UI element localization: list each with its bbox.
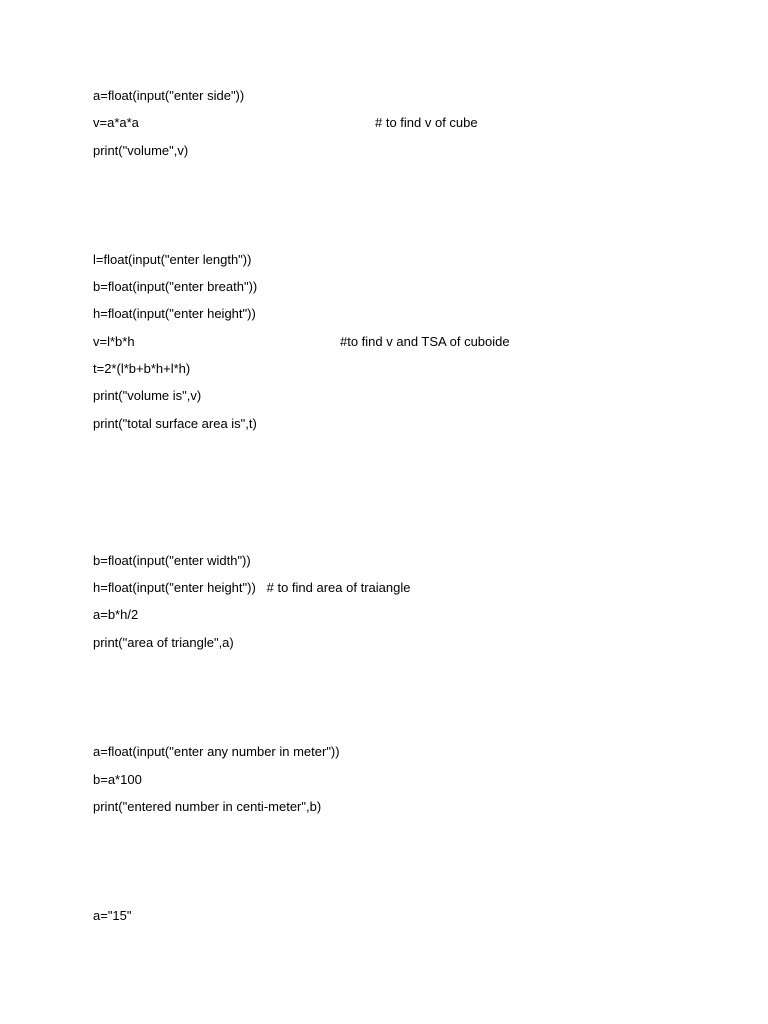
code-line-print-volume: print("volume",v) [93,143,189,158]
code-line-convert-cm: b=a*100 [93,772,142,787]
code-line-print-cm: print("entered number in centi-meter",b) [93,799,322,814]
code-line-input-height-triangle: h=float(input("enter height")) # to find area of traiangle [93,580,411,595]
code-line-input-breath: b=float(input("enter breath")) [93,279,258,294]
code-line-print-volume-is: print("volume is",v) [93,388,202,403]
code-line-input-width: b=float(input("enter width")) [93,553,251,568]
code-line-input-meter: a=float(input("enter any number in meter")) [93,744,340,759]
code-line-volume-cube: v=a*a*a [93,115,139,130]
code-line-input-height: h=float(input("enter height")) [93,306,256,321]
code-comment-cube: # to find v of cube [375,115,478,130]
code-line-tsa: t=2*(l*b+b*h+l*h) [93,361,191,376]
code-comment-cuboid: #to find v and TSA of cuboide [340,334,510,349]
code-line-input-side: a=float(input("enter side")) [93,88,245,103]
code-line-area-triangle: a=b*h/2 [93,607,139,622]
code-line-volume-cuboid: v=l*b*h [93,334,135,349]
code-line-print-tsa: print("total surface area is",t) [93,416,257,431]
code-line-string-assign: a="15" [93,908,132,923]
code-line-print-area: print("area of triangle",a) [93,635,234,650]
code-line-input-length: l=float(input("enter length")) [93,252,252,267]
